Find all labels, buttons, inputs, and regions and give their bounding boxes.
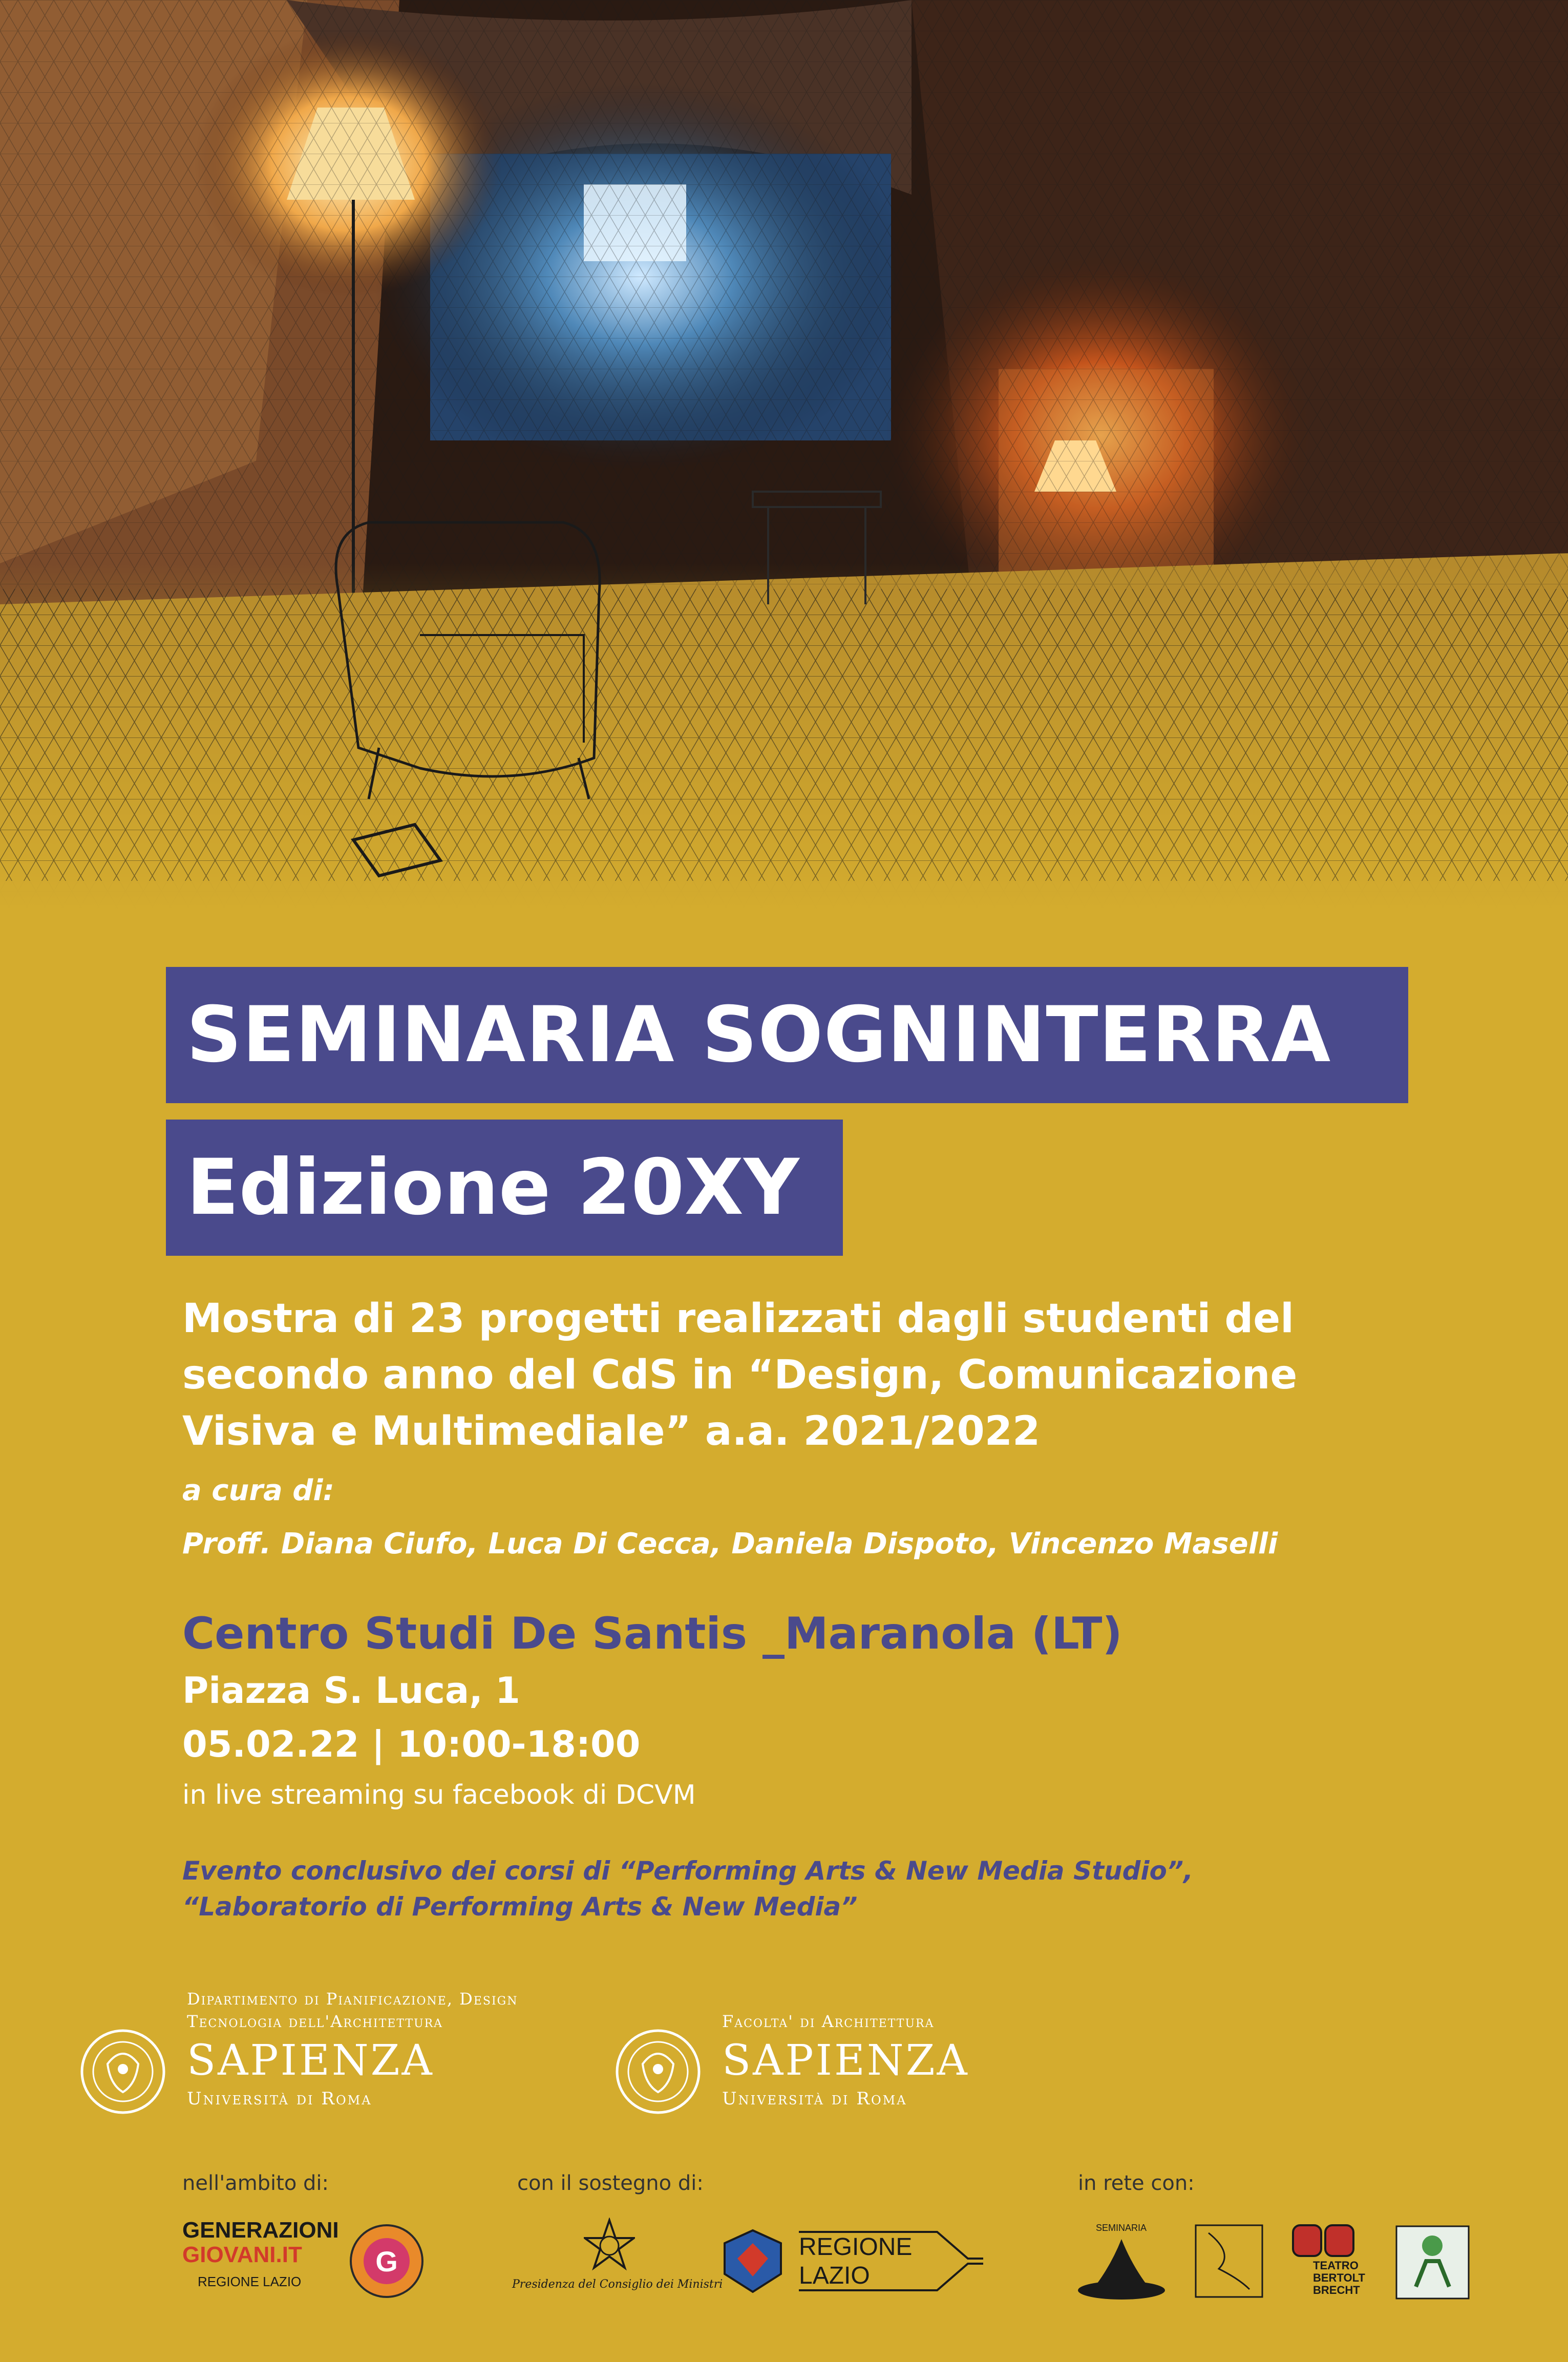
section-label-scope: nell'ambito di: — [182, 2171, 329, 2195]
regione-shield-icon — [722, 2228, 783, 2294]
seminaria-logo — [1075, 2223, 1168, 2305]
sapienza-seal-icon — [79, 2028, 166, 2115]
map-icon — [1193, 2223, 1265, 2300]
regione-lazio-logo — [722, 2228, 988, 2300]
description — [182, 1291, 1411, 1460]
section-label-support: con il sostegno di: — [517, 2171, 704, 2195]
map-logo — [1193, 2223, 1265, 2300]
university-city: Università di Roma — [722, 2089, 907, 2109]
logo-text — [1313, 2260, 1365, 2296]
figure-logo — [1395, 2225, 1470, 2300]
logo-text: GENERAZIONI — [182, 2218, 339, 2243]
curator-label: a cura di: — [182, 1474, 334, 1507]
emblem-icon — [584, 2218, 635, 2274]
figure-icon — [1395, 2225, 1470, 2300]
tree-icon — [1075, 2234, 1168, 2301]
description-line: secondo anno del CdS in “Design, Comunicazione — [182, 1352, 1298, 1398]
logo-text-line: BERTOLT — [1313, 2271, 1365, 2284]
generazioni-giovani-logo — [182, 2218, 339, 2305]
streaming-note: in live streaming su facebook di DCVM — [182, 1780, 696, 1810]
svg-text:G: G — [375, 2245, 398, 2277]
faculty-name: Facolta' di Architettura — [722, 2012, 935, 2031]
description-line: Mostra di 23 progetti realizzati dagli studenti del — [182, 1296, 1294, 1342]
bb-icon — [1290, 2223, 1357, 2259]
hero-scene — [0, 0, 1568, 912]
institution-dept-logo — [79, 1987, 566, 2120]
event-note-line: Evento conclusivo dei corsi di “Performing Arts & New Media Studio”, — [182, 1856, 1194, 1886]
vincitore-badge-logo — [348, 2223, 425, 2300]
logo-text: GIOVANI.IT — [182, 2242, 302, 2267]
sapienza-seal-icon — [615, 2028, 702, 2115]
university-name: SAPIENZA — [722, 2036, 969, 2085]
edition-title: Edizione 20XY — [166, 1120, 843, 1256]
teatro-brecht-logo — [1290, 2223, 1365, 2300]
logo-text: LAZIO — [799, 2262, 870, 2289]
department-name-line: Tecnologia dell'Architettura — [187, 2012, 443, 2031]
department-name-line: Dipartimento di Pianificazione, Design — [187, 1989, 518, 2009]
curators: Proff. Diana Ciufo, Luca Di Cecca, Daniela Dispoto, Vincenzo Maselli — [182, 1527, 1278, 1560]
university-name: SAPIENZA — [187, 2036, 434, 2085]
institution-faculty-logo — [615, 1987, 1075, 2120]
logo-text: REGIONE — [799, 2233, 913, 2261]
event-note — [182, 1853, 1193, 1925]
page-title: SEMINARIA SOGNINTERRA — [166, 967, 1408, 1103]
event-note-line: “Laboratorio di Performing Arts & New Media” — [182, 1892, 858, 1922]
hero-image — [0, 0, 1568, 912]
description-line: Visiva e Multimediale” a.a. 2021/2022 — [182, 1408, 1041, 1454]
datetime: 05.02.22 | 10:00-18:00 — [182, 1723, 641, 1765]
presidenza-logo — [512, 2218, 723, 2305]
badge-icon — [348, 2223, 425, 2300]
logo-text: Presidenza del Consiglio dei Ministri — [512, 2278, 723, 2291]
logo-text: REGIONE LAZIO — [198, 2274, 302, 2289]
venue: Centro Studi De Santis _Maranola (LT) — [182, 1608, 1122, 1659]
university-city: Università di Roma — [187, 2089, 372, 2109]
section-label-network: in rete con: — [1078, 2171, 1195, 2195]
regione-lines-icon — [799, 2228, 988, 2294]
logo-text-line: BRECHT — [1313, 2284, 1360, 2296]
logo-text-line: TEATRO — [1313, 2259, 1359, 2272]
logo-text: SEMINARIA — [1096, 2223, 1147, 2233]
address: Piazza S. Luca, 1 — [182, 1670, 520, 1712]
